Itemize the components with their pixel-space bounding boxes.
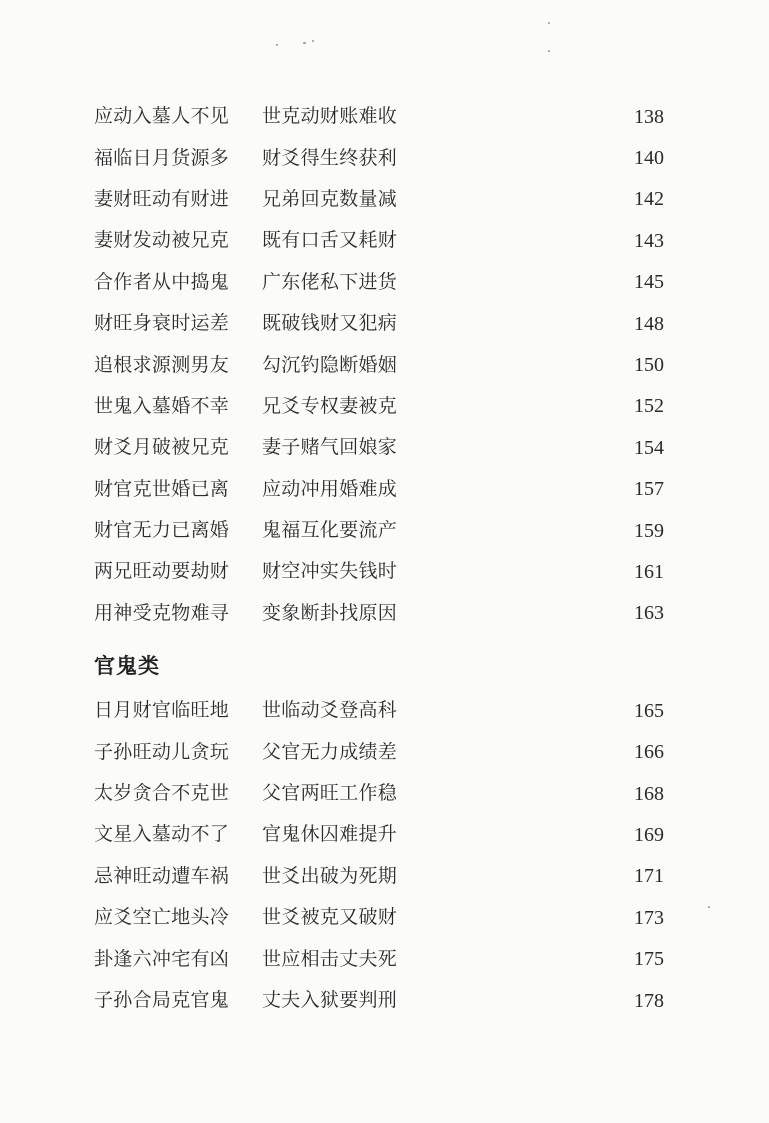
entry-title-right: 变象断卦找原因 bbox=[262, 601, 398, 624]
entry-title-right: 财空冲实失钱时 bbox=[262, 560, 398, 583]
toc-entry[interactable] bbox=[94, 469, 664, 510]
dot-leader bbox=[399, 480, 622, 499]
toc-entry[interactable] bbox=[94, 427, 664, 468]
entry-title-right: 世临动爻登高科 bbox=[262, 699, 398, 722]
entry-title-left: 日月财官临旺地 bbox=[94, 699, 230, 722]
entry-title-left: 两兄旺动要劫财 bbox=[94, 560, 230, 583]
toc-entry[interactable] bbox=[94, 593, 664, 634]
entry-title-left: 子孙旺动儿贪玩 bbox=[94, 740, 230, 763]
toc-entry[interactable] bbox=[94, 220, 664, 261]
entry-title-left: 财官克世婚已离 bbox=[94, 477, 230, 500]
entry-title-right: 既破钱财又犯病 bbox=[262, 312, 398, 335]
entry-title-right: 既有口舌又耗财 bbox=[262, 229, 398, 252]
entry-title-right: 广东佬私下进货 bbox=[262, 270, 398, 293]
dot-leader bbox=[399, 604, 622, 623]
entry-title-left: 应动入墓人不见 bbox=[94, 105, 230, 128]
page-number: 140 bbox=[634, 147, 664, 170]
toc-entry[interactable] bbox=[94, 814, 664, 855]
toc-entry[interactable] bbox=[94, 344, 664, 385]
page-number: 157 bbox=[634, 478, 664, 501]
dot-leader bbox=[399, 149, 622, 168]
section-heading[interactable]: 官鬼类 bbox=[94, 653, 160, 679]
entry-title-right: 鬼福互化要流产 bbox=[262, 519, 398, 542]
entry-title-right: 官鬼休囚难提升 bbox=[262, 823, 398, 846]
toc-entry[interactable] bbox=[94, 303, 664, 344]
page-number: 169 bbox=[634, 823, 664, 846]
dot-leader bbox=[399, 908, 622, 927]
entry-title-right: 丈夫入狱要判刑 bbox=[262, 989, 398, 1011]
dot-leader bbox=[399, 107, 622, 126]
page-number: 152 bbox=[634, 395, 664, 418]
dot-leader bbox=[399, 867, 622, 886]
toc-entry[interactable] bbox=[94, 690, 664, 731]
dot-leader bbox=[399, 314, 622, 333]
entry-title-left: 福临日月货源多 bbox=[94, 146, 230, 169]
entry-title-left: 文星入墓动不了 bbox=[94, 823, 230, 846]
page-number: 168 bbox=[634, 782, 664, 805]
entry-title-left: 子孙合局克官鬼 bbox=[94, 989, 230, 1011]
entry-title-right: 世爻被克又破财 bbox=[262, 906, 398, 929]
dot-leader bbox=[399, 190, 622, 209]
scan-speck bbox=[276, 44, 278, 46]
entry-title-left: 应爻空亡地头冷 bbox=[94, 906, 230, 929]
toc-entry[interactable] bbox=[94, 980, 664, 1021]
toc-entry[interactable] bbox=[94, 897, 664, 938]
entry-title-right: 父官无力成绩差 bbox=[262, 740, 398, 763]
dot-leader bbox=[399, 825, 622, 844]
dot-leader bbox=[399, 784, 622, 803]
dot-leader bbox=[399, 356, 622, 375]
dot-leader bbox=[399, 438, 622, 457]
dot-leader bbox=[399, 701, 622, 720]
entry-title-left: 妻财旺动有财进 bbox=[94, 187, 230, 210]
page-number: 173 bbox=[634, 906, 664, 929]
page-number: 138 bbox=[634, 105, 664, 128]
page-number: 159 bbox=[634, 519, 664, 542]
entry-title-right: 应动冲用婚难成 bbox=[262, 477, 398, 500]
toc-entry[interactable] bbox=[94, 551, 664, 592]
toc-entry[interactable] bbox=[94, 731, 664, 772]
dot-leader bbox=[399, 991, 622, 1010]
toc-entry[interactable] bbox=[94, 262, 664, 303]
toc-group-wealth bbox=[94, 96, 664, 634]
scan-speck bbox=[548, 50, 550, 52]
toc-entry[interactable] bbox=[94, 386, 664, 427]
entry-title-left: 合作者从中捣鬼 bbox=[94, 270, 230, 293]
scan-speck bbox=[708, 906, 710, 908]
entry-title-left: 世鬼入墓婚不幸 bbox=[94, 394, 230, 417]
entry-title-left: 财官无力已离婚 bbox=[94, 519, 230, 542]
entry-title-left: 太岁贪合不克世 bbox=[94, 782, 230, 805]
table-of-contents bbox=[94, 96, 664, 1021]
toc-entry[interactable] bbox=[94, 856, 664, 897]
page-number: 154 bbox=[634, 436, 664, 459]
toc-entry[interactable] bbox=[94, 179, 664, 220]
toc-group-officials bbox=[94, 690, 664, 1021]
entry-title-right: 财爻得生终获利 bbox=[262, 146, 398, 169]
toc-entry[interactable] bbox=[94, 510, 664, 551]
entry-title-left: 忌神旺动遭车祸 bbox=[94, 864, 230, 887]
toc-entry[interactable] bbox=[94, 773, 664, 814]
entry-title-right: 兄弟回克数量减 bbox=[262, 187, 398, 210]
entry-title-right: 妻子赌气回娘家 bbox=[262, 436, 398, 459]
scan-speck bbox=[312, 40, 314, 42]
page-number: 150 bbox=[634, 354, 664, 377]
page-number: 143 bbox=[634, 229, 664, 252]
entry-title-left: 财旺身衰时运差 bbox=[94, 312, 230, 335]
page-number: 178 bbox=[634, 989, 664, 1012]
page-number: 171 bbox=[634, 865, 664, 888]
entry-title-left: 卦逢六冲宅有凶 bbox=[94, 947, 230, 970]
entry-title-right: 父官两旺工作稳 bbox=[262, 782, 398, 805]
dot-leader bbox=[399, 950, 622, 969]
entry-title-right: 世应相击丈夫死 bbox=[262, 947, 398, 970]
dot-leader bbox=[399, 562, 622, 581]
entry-title-left: 用神受克物难寻 bbox=[94, 601, 230, 624]
toc-entry[interactable] bbox=[94, 137, 664, 178]
entry-title-left: 追根求源测男友 bbox=[94, 353, 230, 376]
dot-leader bbox=[399, 743, 622, 762]
entry-title-left: 财爻月破被兄克 bbox=[94, 436, 230, 459]
toc-entry[interactable] bbox=[94, 96, 664, 137]
entry-title-right: 兄爻专权妻被克 bbox=[262, 394, 398, 417]
entry-title-left: 妻财发动被兄克 bbox=[94, 229, 230, 252]
page-number: 148 bbox=[634, 312, 664, 335]
scan-speck bbox=[548, 22, 550, 24]
page-number: 165 bbox=[634, 699, 664, 722]
entry-title-right: 世克动财账难收 bbox=[262, 105, 398, 128]
dot-leader bbox=[399, 521, 622, 540]
dot-leader bbox=[399, 397, 622, 416]
entry-title-right: 勾沉钓隐断婚姻 bbox=[262, 353, 398, 376]
dot-leader bbox=[399, 231, 622, 250]
page-number: 163 bbox=[634, 602, 664, 625]
page-number: 166 bbox=[634, 741, 664, 764]
scan-speck bbox=[303, 42, 306, 44]
entry-title-right: 世爻出破为死期 bbox=[262, 864, 398, 887]
page-number: 161 bbox=[634, 560, 664, 583]
toc-entry[interactable] bbox=[94, 938, 664, 979]
page-number: 142 bbox=[634, 188, 664, 211]
page-number: 145 bbox=[634, 271, 664, 294]
page-number: 175 bbox=[634, 948, 664, 971]
dot-leader bbox=[399, 273, 622, 292]
